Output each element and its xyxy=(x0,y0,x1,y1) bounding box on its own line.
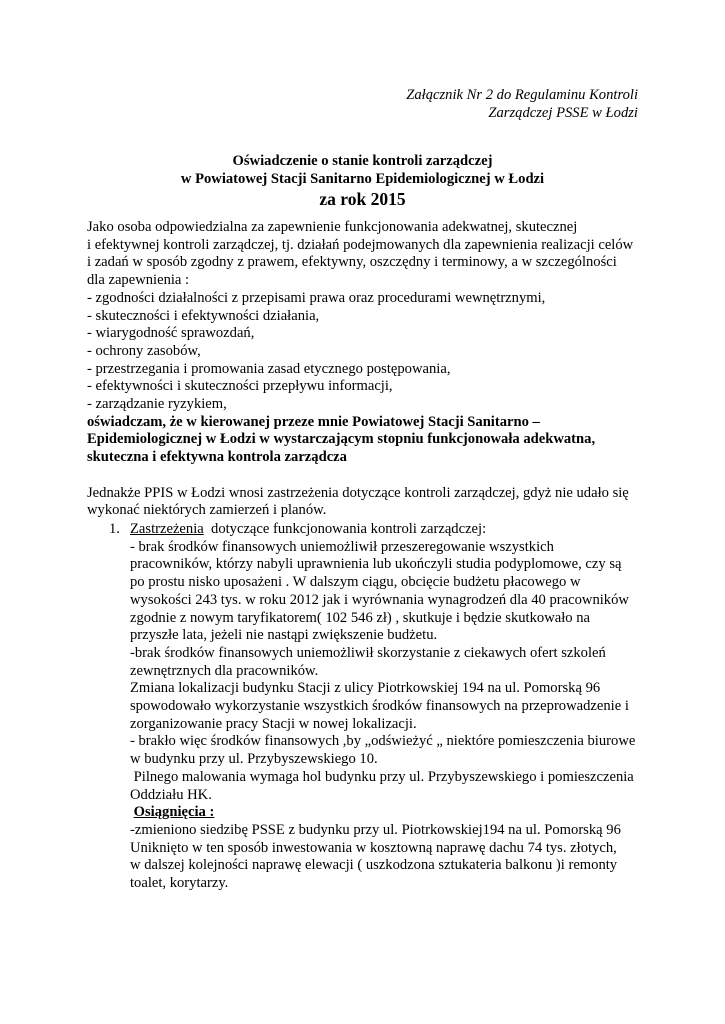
section-1-line: zgodnie z nowym taryfikatorem( 102 546 zł) , skutkuje i będzie skutkowało na xyxy=(130,609,590,626)
title-year: za rok 2015 xyxy=(319,189,406,209)
achievements-line: w dalszej kolejności naprawę elewacji ( uszkodzona sztukateria balkonu )i remonty xyxy=(130,857,618,874)
intro-list-item: - ochrony zasobów, xyxy=(87,342,201,359)
section-1-line: Zmiana lokalizacji budynku Stacji z ulicy Piotrkowskiej 194 na ul. Pomorską 96 xyxy=(130,680,601,697)
declaration-line: oświadczam, że w kierowanej przeze mnie Powiatowej Stacji Sanitarno – xyxy=(87,413,540,430)
section-1-line: pracowników, którzy nabyli uprawnienia lub ukończyli studia podyplomowe, czy są xyxy=(130,556,622,573)
declaration-line: Epidemiologicznej w Łodzi w wystarczającym stopniu funkcjonowała adekwatna, xyxy=(87,431,596,448)
intro-body xyxy=(87,219,647,520)
achievements-line: toalet, korytarzy. xyxy=(130,875,229,892)
section-1-number: 1. xyxy=(109,521,120,537)
achievements-heading: Osiągnięcia : xyxy=(133,804,215,821)
section-1-line: -brak środków finansowych uniemożliwił skorzystanie z ciekawych ofert szkoleń xyxy=(130,644,606,661)
section-1-content xyxy=(130,521,649,893)
reservation-line: wykonać niektórych zamierzeń i planów. xyxy=(87,502,327,519)
intro-list-item: - zarządzanie ryzykiem, xyxy=(87,396,227,413)
section-1-line: Oddziału HK. xyxy=(130,786,212,803)
reservation-line: Jednakże PPIS w Łodzi wnosi zastrzeżenia dotyczące kontroli zarządczej, gdyż nie udało się xyxy=(87,484,629,501)
achievements-line: -zmieniono siedzibę PSSE z budynku przy ul. Piotrkowskiej194 na ul. Pomorską 96 xyxy=(130,821,621,838)
title-line-1: Oświadczenie o stanie kontroli zarządczej xyxy=(232,153,493,169)
intro-list-item: - efektywności i skuteczności przepływu informacji, xyxy=(87,378,393,395)
intro-line: Jako osoba odpowiedzialna za zapewnienie funkcjonowania adekwatnej, skutecznej xyxy=(87,219,578,235)
intro-list-item: - skuteczności i efektywności działania, xyxy=(87,307,320,324)
section-1-line: w budynku przy ul. Przybyszewskiego 10. xyxy=(130,751,378,768)
section-1-heading-line xyxy=(130,521,649,539)
section-1-line: Pilnego malowania wymaga hol budynku przy ul. Przybyszewskiego i pomieszczenia xyxy=(130,768,634,785)
intro-line: i zadań w sposób zgodny z prawem, efektywny, oszczędny i terminowy, a w szczególności xyxy=(87,254,617,271)
intro-list-item: - wiarygodność sprawozdań, xyxy=(87,325,255,342)
section-1-line: zorganizowanie pracy Stacji w nowej lokalizacji. xyxy=(130,715,417,732)
section-1-heading: Zastrzeżenia xyxy=(130,521,204,537)
section-1-line: spowodowało wykorzystanie wszystkich środków finansowych na przeprowadzenie i xyxy=(130,698,629,715)
section-1-heading-rest: dotyczące funkcjonowania kontroli zarządczej: xyxy=(203,521,487,537)
section-1-line: po prostu nisko uposażeni . W dalszym ciągu, obcięcie budżetu płacowego w xyxy=(130,574,581,591)
section-1-line: przyszłe lata, jeżeli nie nastąpi zwiększenie budżetu. xyxy=(130,627,438,644)
annex-note xyxy=(406,86,638,122)
document-title xyxy=(0,152,725,210)
intro-list-item: - przestrzegania i promowania zasad etycznego postępowania, xyxy=(87,360,451,377)
declaration-line: skuteczna i efektywna kontrola zarządcza xyxy=(87,449,347,466)
achievements-line: Uniknięto w ten sposób inwestowania w kosztowną naprawę dachu 74 tys. złotych, xyxy=(130,839,617,856)
achievements-heading-line xyxy=(130,804,649,822)
section-1 xyxy=(109,521,649,893)
section-1-line: wysokości 243 tys. w roku 2012 jak i wyrównania wynagrodzeń dla 40 pracowników xyxy=(130,591,629,608)
section-1-line: zewnętrznych dla pracowników. xyxy=(130,662,319,679)
section-1-line: - brak środków finansowych uniemożliwił przeszeregowanie wszystkich xyxy=(130,538,554,555)
intro-line: i efektywnej kontroli zarządczej, tj. działań podejmowanych dla zapewnienia realizacji celów xyxy=(87,236,634,253)
intro-list-item: - zgodności działalności z przepisami prawa oraz procedurami wewnętrznymi, xyxy=(87,289,546,306)
annex-line-2: Zarządczej PSSE w Łodzi xyxy=(488,105,638,121)
intro-line: dla zapewnienia : xyxy=(87,272,190,289)
section-1-line: - brakło więc środków finansowych ,by „odświeżyć „ niektóre pomieszczenia biurowe xyxy=(130,733,636,750)
title-line-2: w Powiatowej Stacji Sanitarno Epidemiologicznej w Łodzi xyxy=(180,171,545,187)
annex-line-1: Załącznik Nr 2 do Regulaminu Kontroli xyxy=(406,87,638,103)
